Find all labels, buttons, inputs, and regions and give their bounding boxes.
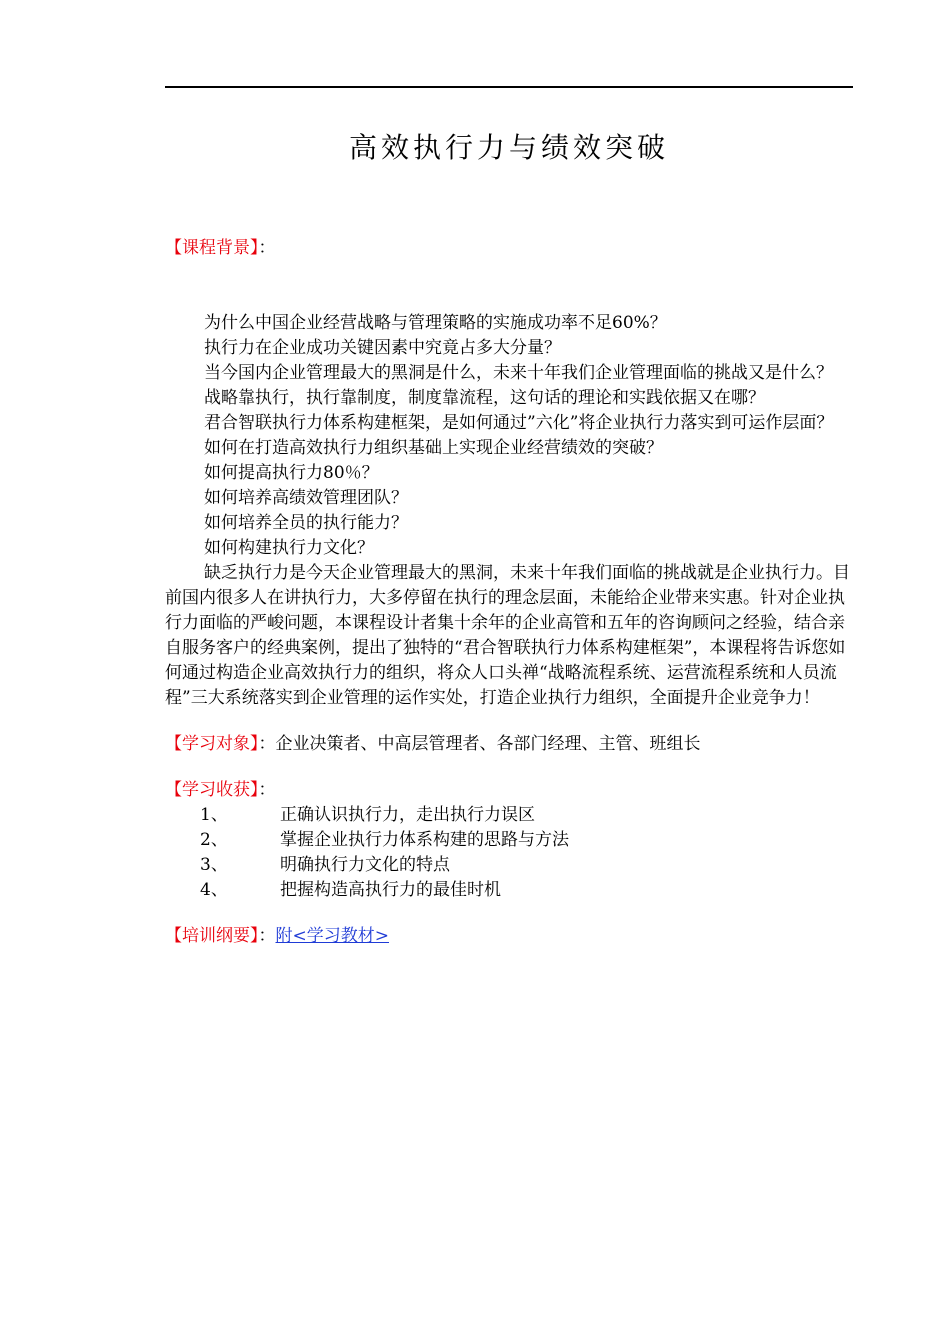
outline-heading: 【培训纲要】	[165, 926, 259, 946]
list-text: 明确执行力文化的特点	[280, 855, 450, 875]
list-text: 正确认识执行力，走出执行力误区	[280, 805, 535, 825]
background-paragraph: 如何提高执行力80％？	[204, 463, 379, 483]
list-item	[165, 878, 853, 903]
list-item	[165, 803, 853, 828]
background-paragraph: 当今国内企业管理最大的黑洞是什么，未来十年我们企业管理面临的挑战又是什么？	[204, 363, 833, 383]
document-body	[165, 236, 853, 949]
outcomes-colon: ：	[258, 780, 276, 800]
background-paragraph: 如何在打造高效执行力组织基础上实现企业经营绩效的突破？	[204, 438, 663, 458]
background-paragraph: 如何培养高绩效管理团队？	[204, 488, 408, 508]
background-paragraph: 如何培养全员的执行能力？	[204, 513, 408, 533]
list-text: 把握构造高执行力的最佳时机	[280, 880, 501, 900]
audience-heading: 【学习对象】	[165, 734, 259, 754]
list-number: 3、	[200, 855, 228, 875]
list-item	[165, 828, 853, 853]
page-title: 高效执行力与绩效突破	[348, 131, 669, 164]
materials-link[interactable]: 附<学习教材>	[275, 926, 389, 946]
audience-colon: ：	[258, 734, 276, 754]
audience-line	[165, 732, 853, 757]
background-paragraph: 君合智联执行力体系构建框架，是如何通过”六化”将企业执行力落实到可运作层面？	[204, 413, 834, 433]
list-number: 2、	[200, 830, 228, 850]
outcomes-heading: 【学习收获】	[165, 780, 259, 800]
background-paragraph: 执行力在企业成功关键因素中究竟占多大分量？	[204, 338, 561, 358]
list-text: 掌握企业执行力体系构建的思路与方法	[280, 830, 569, 850]
background-heading-line	[165, 236, 853, 261]
background-paragraph: 为什么中国企业经营战略与管理策略的实施成功率不足60%？	[204, 313, 667, 333]
background-paragraph: 战略靠执行，执行靠制度，制度靠流程，这句话的理论和实践依据又在哪？	[204, 388, 765, 408]
audience-text: 企业决策者、中高层管理者、各部门经理、主管、班组长	[275, 734, 701, 754]
background-paragraph: 缺乏执行力是今天企业管理最大的黑洞，未来十年我们面临的挑战就是企业执行力。目前国内很多人在讲执行力，大多停留在执行的理念层面，未能给企业带来实惠。针对企业执行力面临的严峻问题，本课程设计者集十余年的企业高管和五年的咨询顾问之经验，结合亲自服务客户的经典案例，提出了独特的“君合智联执行力体系构建框架”，本课程将告诉您如何通过构造企业高效执行力的组织，将众人口头禅“战略流程系统、运营流程系统和人员流程”三大系统落实到企业管理的运作实处，打造企业执行力组织，全面提升企业竞争力！	[165, 563, 850, 708]
outline-colon: ：	[258, 926, 276, 946]
top-rule	[165, 86, 853, 88]
outcomes-heading-line	[165, 778, 853, 803]
list-number: 1、	[200, 805, 228, 825]
list-number: 4、	[200, 880, 228, 900]
background-heading: 【课程背景】	[165, 238, 259, 258]
background-paragraph: 如何构建执行力文化？	[204, 538, 374, 558]
outline-line	[165, 924, 853, 949]
background-colon: ：	[258, 238, 276, 258]
list-item	[165, 853, 853, 878]
